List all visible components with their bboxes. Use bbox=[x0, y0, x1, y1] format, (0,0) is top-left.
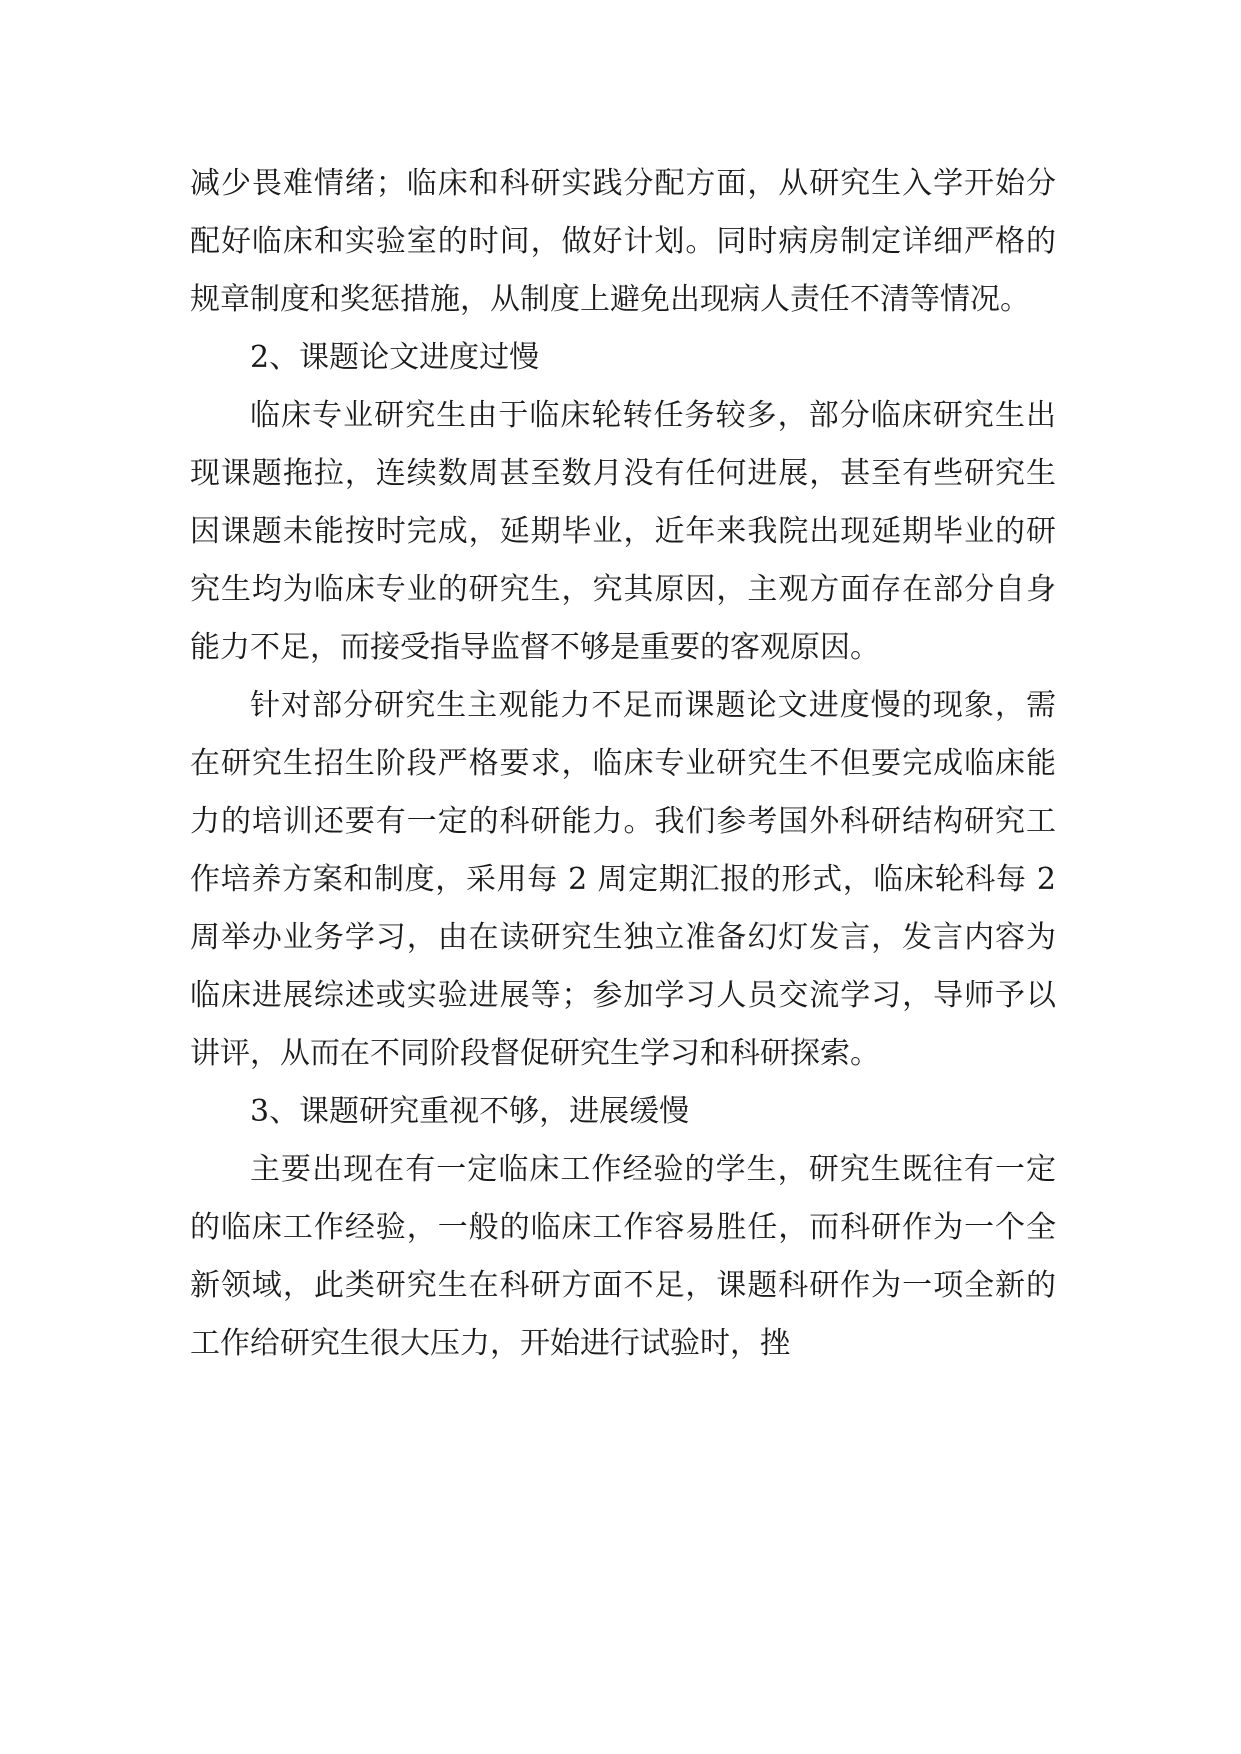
paragraph-continuation: 减少畏难情绪；临床和科研实践分配方面，从研究生入学开始分配好临床和实验室的时间，做好计划。同时病房制定详细严格的规章制度和奖惩措施，从制度上避免出现病人责任不清等情况。 bbox=[190, 166, 1056, 317]
paragraph-countermeasures: 针对部分研究生主观能力不足而课题论文进度慢的现象，需在研究生招生阶段严格要求，临床专业研究生不但要完成临床能力的培训还要有一定的科研能力。我们参考国外科研结构研究工作培养方案和制度，采用每 2 周定期汇报的形式，临床轮科每 2 周举办业务学习，由在读研究生独立准备幻灯发言，发言内容为临床进展综述或实验进展等；参加学习人员交流学习，导师予以讲评，从而在不同阶段督促研究生学习和科研探索。 bbox=[190, 688, 1056, 1071]
section-heading-2: 2、课题论文进度过慢 bbox=[250, 340, 540, 375]
document-page bbox=[190, 155, 1056, 1373]
paragraph-progress-delay: 临床专业研究生由于临床轮转任务较多，部分临床研究生出现课题拖拉，连续数周甚至数月没有任何进展，甚至有些研究生因课题未能按时完成，延期毕业，近年来我院出现延期毕业的研究生均为临床专业的研究生，究其原因，主观方面存在部分自身能力不足，而接受指导监督不够是重要的客观原因。 bbox=[190, 398, 1056, 665]
paragraph-insufficient-attention: 主要出现在有一定临床工作经验的学生，研究生既往有一定的临床工作经验，一般的临床工作容易胜任，而科研作为一个全新领域，此类研究生在科研方面不足，课题科研作为一项全新的工作给研究生很大压力，开始进行试验时，挫 bbox=[190, 1152, 1056, 1361]
section-heading-3: 3、课题研究重视不够，进展缓慢 bbox=[250, 1094, 690, 1129]
